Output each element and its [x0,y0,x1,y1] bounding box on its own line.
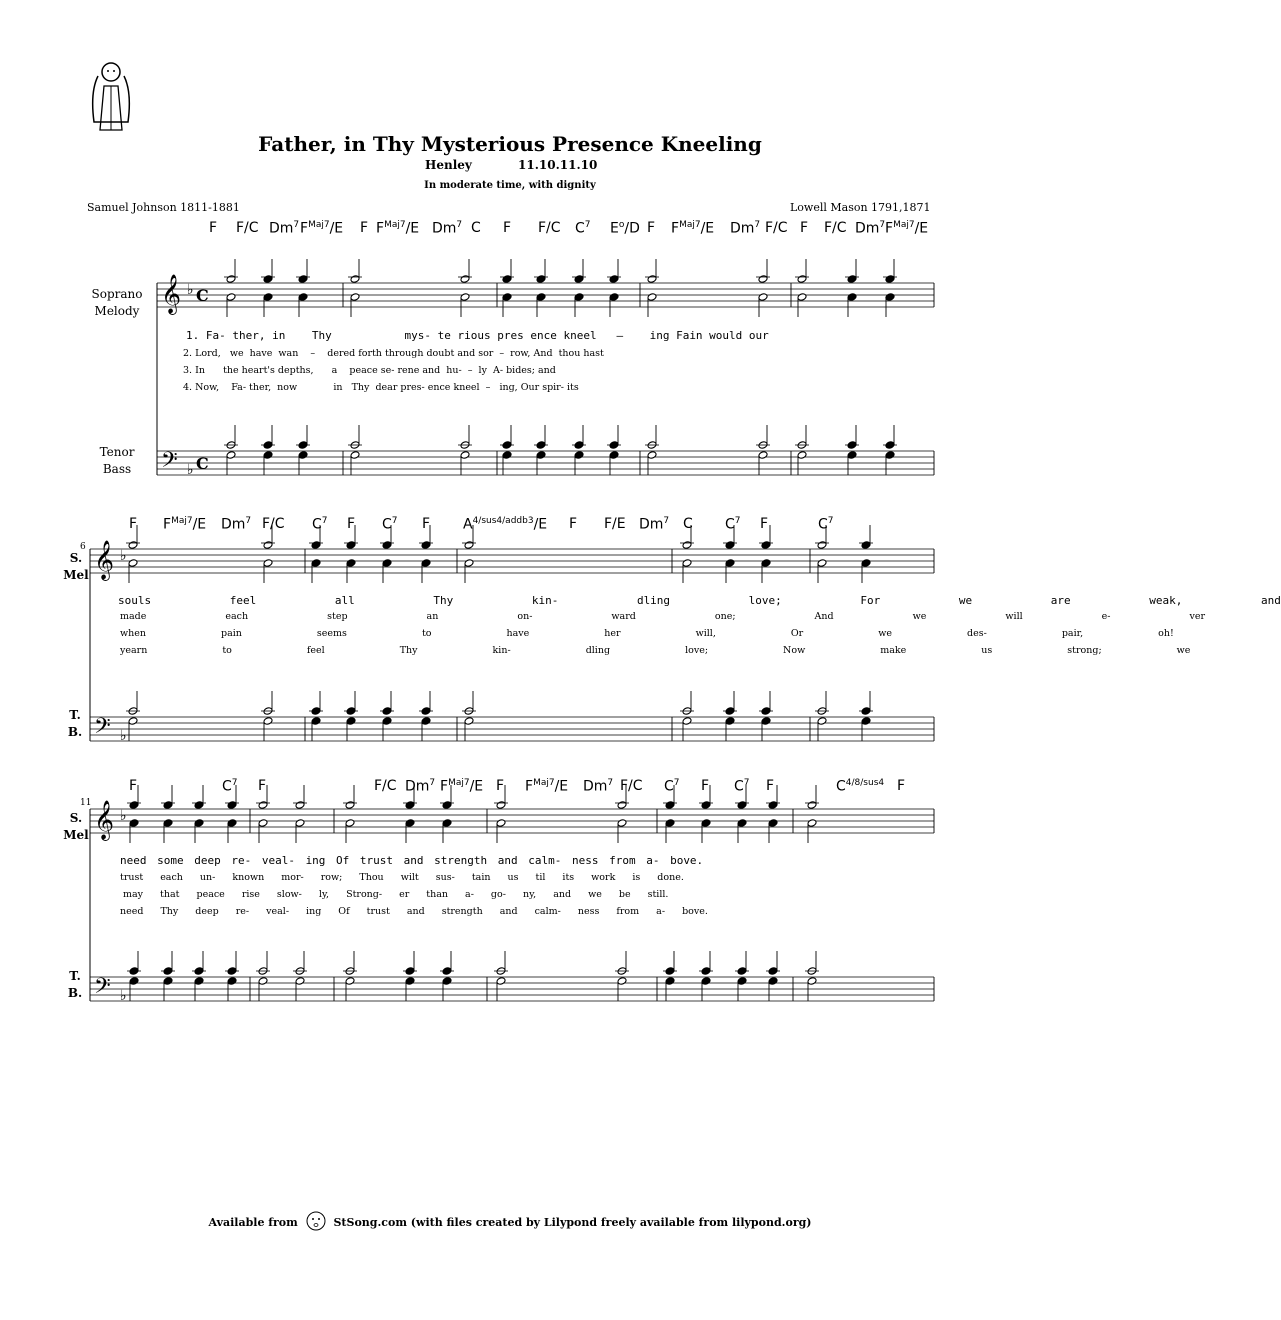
notehead [885,293,895,302]
notehead [263,541,273,550]
hymn-title: Father, in Thy Mysterious Presence Kneeling [258,132,762,156]
bass-clef-icon: 𝄢 [94,974,111,1004]
notehead [701,819,711,828]
notehead [163,977,173,986]
notehead [617,819,627,828]
flat-key-signature-icon: ♭ [120,548,127,564]
chord: Dm$^7$ [269,220,300,237]
meter: 11.10.11.10 [518,158,598,172]
footer-link[interactable]: StSong.com (with files created by Lilypond freely available from lilypond.org) [333,1216,812,1229]
chord: F [422,516,431,532]
chord: $F^{Maj7}/E$ [376,220,420,237]
notehead [421,541,431,550]
common-time-icon: C [196,286,209,305]
lyric-verse-3: may that peace rise slow- ly, Strong- er than a- go- ny, and we be still. [123,889,669,900]
lyric-verse-4: yearn to feel Thy kin- dling love; Now make us strong; we [120,645,1191,656]
lyric-verse-1: souls feel all Thy kin- dling love; For we are weak, and [118,594,1281,607]
chord: F/C [538,220,561,236]
chord: $F^{Maj7}/E$ [671,220,715,237]
chord: F [347,516,356,532]
treble-clef-icon: 𝄞 [94,540,115,580]
notehead [817,559,827,568]
notehead [847,293,857,302]
lyric-verse-2: trust each un- known mor- row; Thou wilt sus- tain us til its work is done. [120,872,684,883]
notehead [682,559,692,568]
notehead [797,451,807,460]
notehead [128,541,138,550]
notehead [536,293,546,302]
notehead [725,559,735,568]
notehead [861,559,871,568]
measure-number: 6 [80,542,86,552]
chord: F [569,516,578,532]
notehead [405,801,415,810]
notehead [758,275,768,284]
notehead [405,977,415,986]
footer [0,1210,1020,1232]
notehead [129,819,139,828]
flat-key-signature-icon: ♭ [187,462,194,478]
chord: C [471,220,481,236]
notehead [737,801,747,810]
notehead [817,541,827,550]
tempo-marking: In moderate time, with dignity [424,180,596,191]
chord: $C^7$ [312,516,328,533]
notehead [295,819,305,828]
notehead [617,977,627,986]
poet-credit: Samuel Johnson 1811-1881 [87,201,240,214]
notehead [442,977,452,986]
notehead [758,451,768,460]
notehead [797,275,807,284]
notehead [665,819,675,828]
stsong-face-icon [305,1210,327,1232]
flat-key-signature-icon: ♭ [187,282,194,298]
notehead [536,275,546,284]
notehead [163,801,173,810]
notehead [768,977,778,986]
chord: $C^7$ [382,516,398,533]
chord: $A^{4/sus4/addb3}/E$ [463,516,548,533]
chord: F [503,220,512,236]
chord: $F^{Maj7}/E$ [300,220,344,237]
notehead [807,819,817,828]
flat-key-signature-icon: ♭ [120,988,127,1004]
notehead [382,559,392,568]
notehead [382,541,392,550]
notehead [263,275,273,284]
lyric-verse-4: 4. Now, Fa- ther, now in Thy dear pres- ence kneel – ing, Our spir- its [183,382,579,393]
chord: F [647,220,656,236]
notehead [502,451,512,460]
treble-staff-label: S. Mel [63,811,89,842]
chord: $C^7$ [664,778,680,795]
notehead [647,451,657,460]
notehead [421,559,431,568]
notehead [311,541,321,550]
chord: F [496,778,505,794]
notehead [574,293,584,302]
chord: F [760,516,769,532]
notehead [346,717,356,726]
notehead [609,293,619,302]
notehead [847,275,857,284]
notehead [350,275,360,284]
notehead [885,451,895,460]
notehead [682,717,692,726]
notehead [226,293,236,302]
notehead [761,559,771,568]
notehead [350,451,360,460]
lyric-verse-1: 1. Fa- ther, in Thy mys- te rious pres ence kneel – ing Fain would our [186,329,769,342]
notehead [227,801,237,810]
chord: F/C [824,220,847,236]
chord: $F^{Maj7}/E$ [885,220,929,237]
notehead [725,541,735,550]
notehead [725,717,735,726]
notehead [350,293,360,302]
lyric-verse-4: need Thy deep re- veal- ing Of trust and strength and calm- ness from a- bove. [120,906,708,917]
notehead [226,275,236,284]
notehead [847,451,857,460]
notehead [617,801,627,810]
notehead [263,717,273,726]
notehead [797,293,807,302]
notehead [421,717,431,726]
notehead [464,559,474,568]
lyric-verse-1: need some deep re- veal- ing Of trust and strength and calm- ness from a- bove. [120,854,704,867]
notehead [258,819,268,828]
notehead [194,819,204,828]
notehead [496,977,506,986]
notehead [227,977,237,986]
notehead [345,977,355,986]
notehead [311,559,321,568]
lyric-verse-2: made each step an on- ward one; And we will e- ver [120,611,1206,622]
notehead [647,293,657,302]
notehead [194,977,204,986]
chord: $C^7$ [725,516,741,533]
notehead [885,275,895,284]
chord: F [129,778,138,794]
music-system-3 [0,796,1020,1006]
chord: F [800,220,809,236]
chord: Dm$^7$ [639,516,670,533]
notehead [258,977,268,986]
chord: F [897,778,906,794]
notehead [574,451,584,460]
bass-staff-label: T. B. [67,969,83,1000]
chord: F/C [374,778,397,794]
notehead [460,275,470,284]
notehead [295,977,305,986]
bass-staff-label: T. B. [67,708,83,739]
notehead [609,451,619,460]
notehead [129,977,139,986]
angel-logo-icon [88,62,134,134]
treble-clef-icon: 𝄞 [94,800,115,840]
notehead [295,801,305,810]
notehead [574,275,584,284]
chord: $C^{4/8/sus4}$ [836,778,885,795]
notehead [382,717,392,726]
notehead [807,977,817,986]
notehead [263,559,273,568]
notehead [460,451,470,460]
notehead [298,275,308,284]
chord: $F^{Maj7}/E$ [163,516,207,533]
notehead [298,293,308,302]
chord: $C^7$ [818,516,834,533]
common-time-icon: C [196,454,209,473]
chord: $F^{Maj7}/E$ [440,778,484,795]
notehead [665,801,675,810]
chord: $C^7$ [734,778,750,795]
notehead [807,801,817,810]
notehead [861,717,871,726]
notehead [226,451,236,460]
notehead [163,819,173,828]
chord: F/C [765,220,788,236]
chord: F [766,778,775,794]
notehead [665,977,675,986]
chord: F/C [262,516,285,532]
chord: F [701,778,710,794]
notehead [263,293,273,302]
chord: F/C [236,220,259,236]
bass-clef-icon: 𝄢 [94,714,111,744]
notehead [460,293,470,302]
chord: F/C [620,778,643,794]
notehead [768,819,778,828]
notehead [502,293,512,302]
music-system-2 [0,536,1020,746]
notehead [227,819,237,828]
notehead [263,451,273,460]
treble-clef-icon: 𝄞 [161,274,182,314]
flat-key-signature-icon: ♭ [120,728,127,744]
lyric-verse-2: 2. Lord, we have wan – dered forth through doubt and sor – row, And thou hast [183,348,604,359]
notehead [298,451,308,460]
chord: $C^7$ [222,778,238,795]
notehead [701,801,711,810]
notehead [647,275,657,284]
notehead [346,541,356,550]
notehead [129,801,139,810]
notehead [345,801,355,810]
notehead [405,819,415,828]
lyric-verse-3: when pain seems to have her will, Or we des- pair, oh! [120,628,1174,639]
notehead [464,541,474,550]
bass-clef-icon: 𝄢 [161,448,178,478]
treble-staff-label: S. Mel [63,551,89,582]
notehead [311,717,321,726]
chord: Dm$^7$ [855,220,886,237]
notehead [536,451,546,460]
notehead [737,819,747,828]
composer-credit: Lowell Mason 1791,1871 [790,201,931,214]
chord: F [209,220,218,236]
chord: F [360,220,369,236]
notehead [128,559,138,568]
notehead [128,717,138,726]
chord: $F^{Maj7}/E$ [525,778,569,795]
chord: Dm$^7$ [405,778,436,795]
chord: F [129,516,138,532]
footer-prefix: Available from [208,1216,298,1229]
notehead [194,801,204,810]
notehead [761,541,771,550]
notehead [861,541,871,550]
notehead [258,801,268,810]
chord: F [258,778,267,794]
treble-staff-label: Soprano Melody [91,287,143,318]
notehead [442,819,452,828]
notehead [464,717,474,726]
notehead [345,819,355,828]
measure-number: 11 [80,798,92,808]
chord: C [683,516,693,532]
chord: Dm$^7$ [730,220,761,237]
chord: Dm$^7$ [432,220,463,237]
notehead [502,275,512,284]
chord: Dm$^7$ [583,778,614,795]
notehead [817,717,827,726]
notehead [682,541,692,550]
notehead [768,801,778,810]
bass-staff-label: Tenor Bass [99,445,135,476]
notehead [701,977,711,986]
tune-name: Henley [425,158,472,172]
chord: $C^7$ [575,220,591,237]
chord: F/E [604,516,626,532]
chord: Dm$^7$ [221,516,252,533]
notehead [442,801,452,810]
lyric-verse-3: 3. In the heart's depths, a peace se- rene and hu- – ly A- bides; and [183,365,556,376]
notehead [496,801,506,810]
notehead [346,559,356,568]
notehead [761,717,771,726]
notehead [609,275,619,284]
notehead [758,293,768,302]
notehead [737,977,747,986]
chord: $E^o/D$ [610,220,640,237]
flat-key-signature-icon: ♭ [120,808,127,824]
notehead [496,819,506,828]
